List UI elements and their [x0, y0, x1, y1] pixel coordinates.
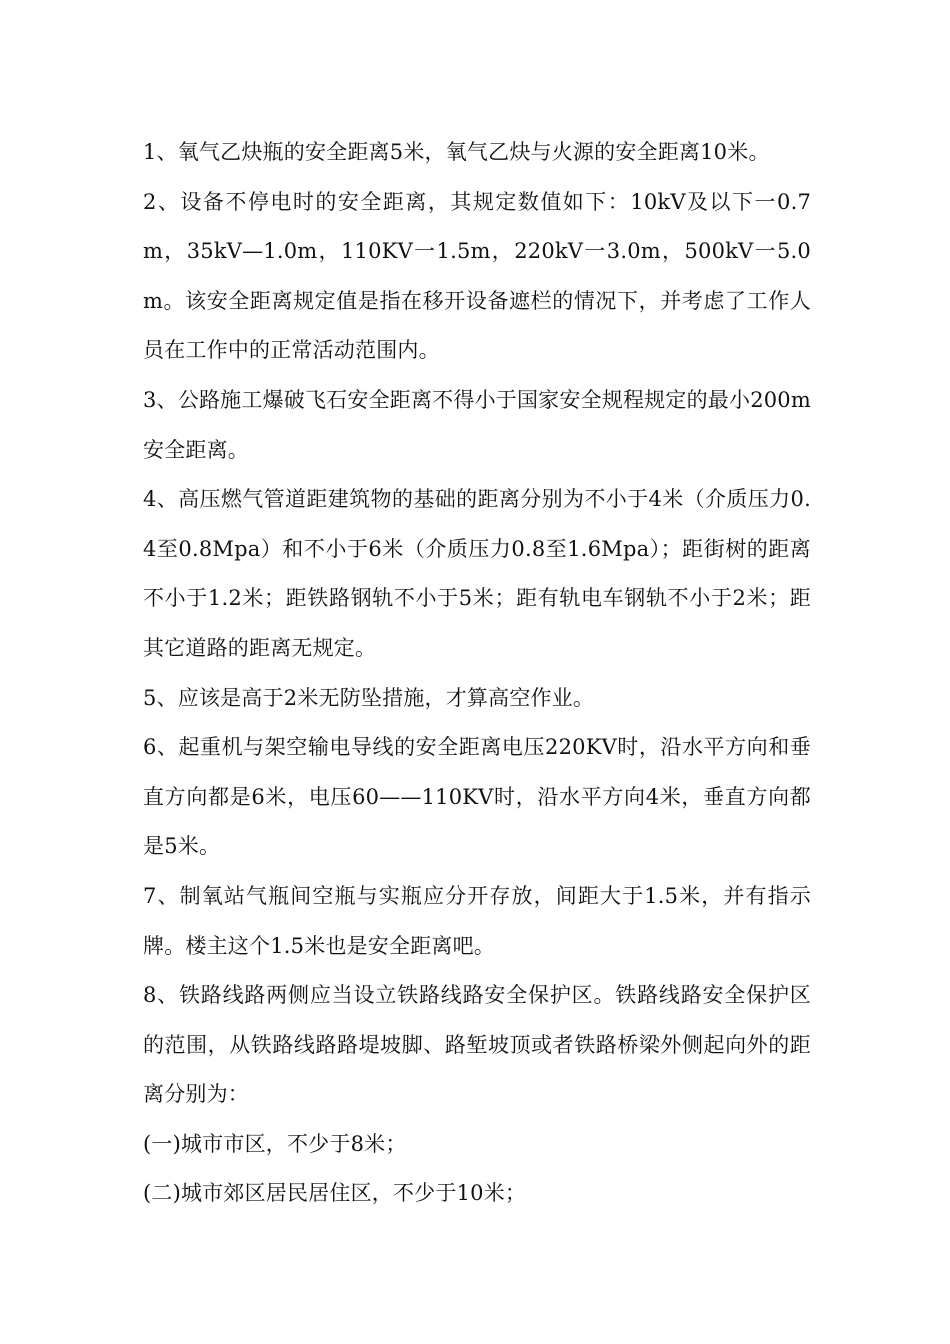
paragraph-1: 1、氧气乙炔瓶的安全距离5米，氧气乙炔与火源的安全距离10米。 [143, 140, 770, 164]
paragraph-9: (一)城市市区，不少于8米； [143, 1131, 407, 1156]
paragraph-6: 6、起重机与架空输电导线的安全距离电压220KV时，沿水平方向和垂直方向都是6米，电压60——110KV时，沿水平方向4米，垂直方向都是5米。 [143, 735, 811, 859]
paragraph-10: (二)城市郊区居民居住区，不少于10米； [143, 1181, 527, 1206]
paragraph-4: 4、高压燃气管道距建筑物的基础的距离分别为不小于4米（介质压力0.4至0.8Mpa）和不小于6米（介质压力0.8至1.6Mpa）；距街树的距离不小于1.2米；距铁路钢轨不小于5米；距有轨电车钢轨不小于2米；距其它道路的距离无规定。 [143, 487, 811, 660]
paragraph-5: 5、应该是高于2米无防坠措施，才算高空作业。 [143, 685, 595, 710]
paragraph-8: 8、铁路线路两侧应当设立铁路线路安全保护区。铁路线路安全保护区的范围，从铁路线路路堤坡脚、路堑坡顶或者铁路桥梁外侧起向外的距离分别为： [143, 983, 811, 1107]
document-body [143, 128, 811, 1219]
paragraph-7: 7、制氧站气瓶间空瓶与实瓶应分开存放，间距大于1.5米，并有指示牌。楼主这个1.5米也是安全距离吧。 [143, 883, 811, 958]
paragraph-3: 3、公路施工爆破飞石安全距离不得小于国家安全规程规定的最小200m安全距离。 [143, 387, 811, 462]
paragraph-2: 2、设备不停电时的安全距离，其规定数值如下：10kV及以下一0.7m，35kV—1.0m，110KV一1.5m，220kV一3.0m，500kV一5.0m。该安全距离规定值是指在移开设备遮栏的情况下，并考虑了工作人员在工作中的正常活动范围内。 [143, 189, 811, 363]
